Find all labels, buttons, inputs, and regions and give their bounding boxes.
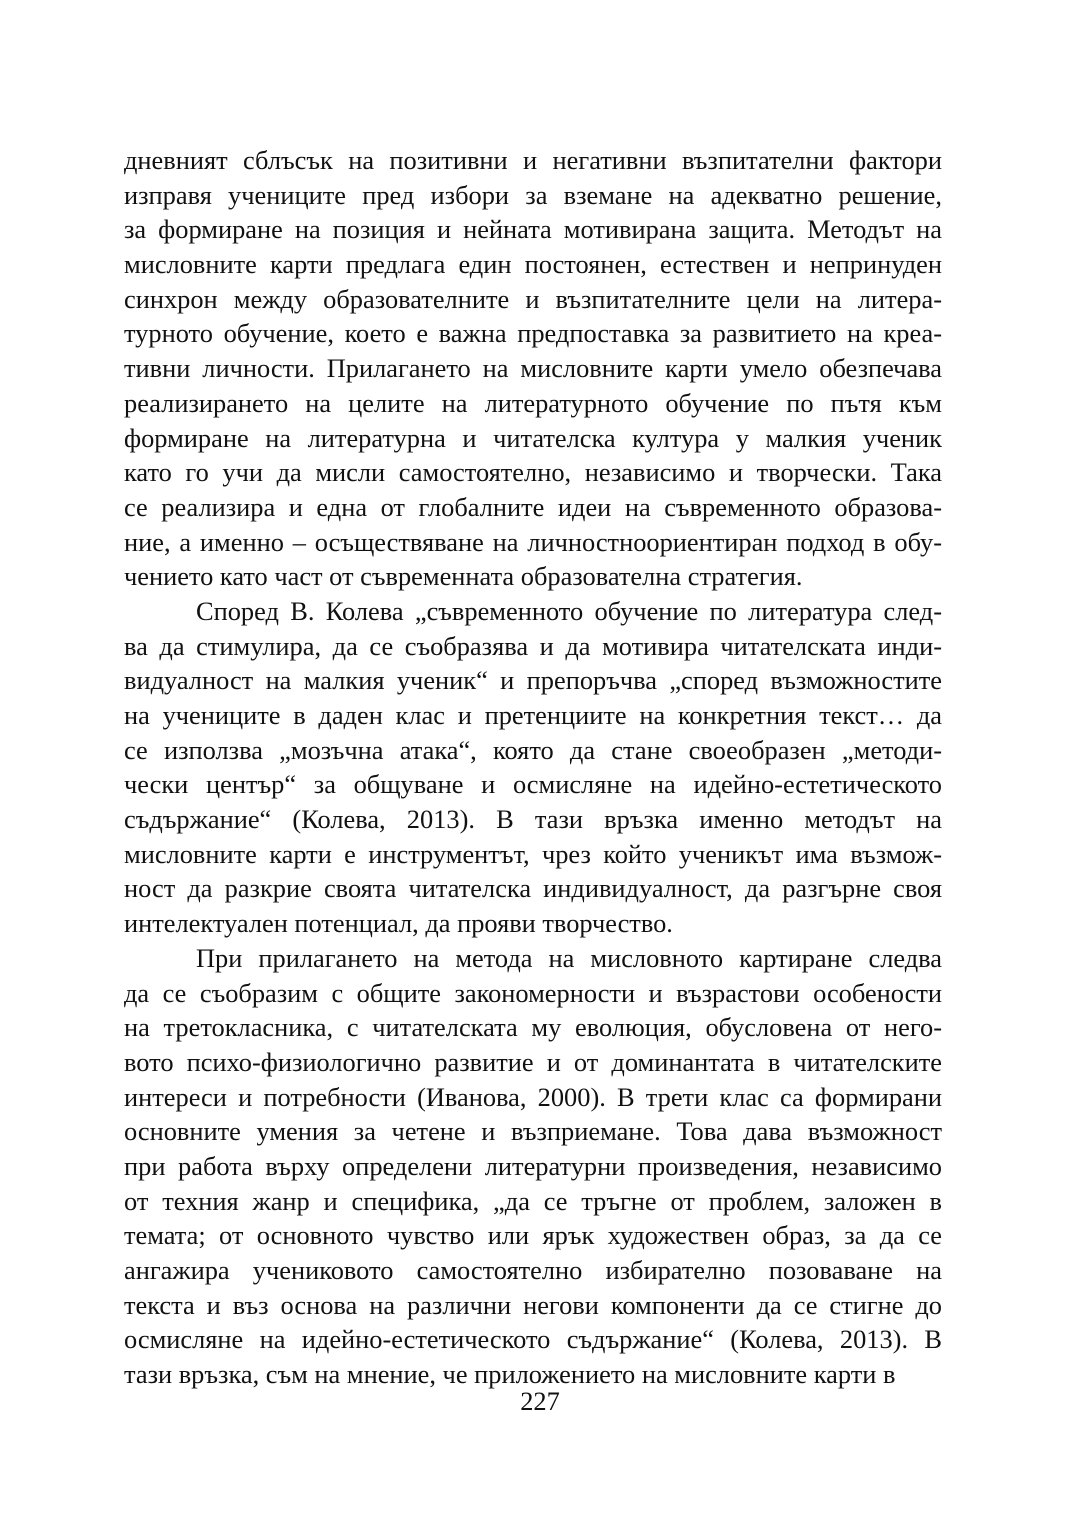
text-line: интереси и потребности (Иванова, 2000). В трети клас са формирани [124, 1081, 942, 1112]
text-line: тивни личности. Прилагането на мисловните карти умело обезпечава [124, 353, 942, 384]
text-line: дневният сблъсък на позитивни и негативни възпитателни фактори [124, 145, 942, 175]
text-line: темата; от основното чувство или ярък художествен образ, за да се [124, 1220, 942, 1251]
text-line: се използва „мозъчна атака“, която да стане своеобразен „методи- [124, 734, 942, 765]
text-line: Според В. Колева „съвременното обучение по литература след- [196, 595, 942, 626]
text-line: се реализира и една от глобалните идеи на съвременното образова- [124, 491, 942, 522]
text-line: осмисляне на идейно-естетическото съдържание“ (Колева, 2013). В [124, 1324, 942, 1355]
text-line: чението като част от съвременната образователна стратегия. [124, 561, 803, 592]
text-line: тази връзка, съм на мнение, че приложението на мисловните карти в [124, 1359, 896, 1390]
text-line: интелектуален потенциал, да прояви творчество. [124, 908, 673, 939]
text-line: ва да стимулира, да се съобразява и да мотивира читателската инди- [124, 630, 942, 661]
page-number: 227 [520, 1386, 560, 1416]
text-line: при работа върху определени литературни произведения, независимо [124, 1150, 942, 1181]
paragraph [124, 594, 942, 941]
body-text [124, 143, 942, 1392]
text-line: основните умения за четене и възприемане. Това дава възможност [124, 1116, 942, 1147]
text-line: вото психо-физиологично развитие и от доминантата в читателските [124, 1046, 942, 1077]
paragraph [124, 143, 942, 594]
text-line: турното обучение, което е важна предпоставка за развитието на креа- [124, 318, 942, 349]
text-line: съдържание“ (Колева, 2013). В тази връзка именно методът на [124, 804, 942, 835]
text-line: синхрон между образователните и възпитателните цели на литера- [124, 283, 942, 314]
paragraph [124, 941, 942, 1392]
text-line: ние, а именно – осъществяване на личностноориентиран подход в обу- [124, 526, 942, 557]
text-line: мисловните карти предлага един постоянен, естествен и непринуден [124, 249, 942, 280]
text-line: на учениците в даден клас и претенциите на конкретния текст… да [124, 700, 942, 730]
text-line: като го учи да мисли самостоятелно, независимо и творчески. Така [124, 457, 942, 488]
text-line: от техния жанр и специфика, „да се тръгне от проблем, заложен в [124, 1185, 942, 1216]
text-line: реализирането на целите на литературното обучение по пътя към [124, 387, 942, 418]
text-line: чески център“ за общуване и осмисляне на идейно-естетическото [124, 769, 942, 800]
text-line: При прилагането на метода на мисловното картиране следва [196, 942, 942, 973]
text-line: да се съобразим с общите закономерности и възрастови особености [124, 977, 942, 1008]
text-line: за формиране на позиция и нейната мотивирана защита. Методът на [124, 214, 942, 245]
text-line: мисловните карти е инструментът, чрез който ученикът има възмож- [124, 838, 942, 869]
text-line: изправя учениците пред избори за вземане на адекватно решение, [124, 179, 942, 210]
text-line: видуалност на малкия ученик“ и препоръчва „според възможностите [124, 665, 942, 696]
text-line: ангажира учениковото самостоятелно избирателно позоваване на [124, 1255, 942, 1285]
text-line: формиране на литературна и читателска култура у малкия ученик [124, 422, 942, 453]
text-line: ност да разкрие своята читателска индивидуалност, да разгърне своя [124, 873, 942, 904]
text-line: текста и въз основа на различни негови компоненти да се стигне до [124, 1289, 942, 1320]
text-line: на третокласника, с читателската му еволюция, обусловена от него- [124, 1012, 942, 1043]
